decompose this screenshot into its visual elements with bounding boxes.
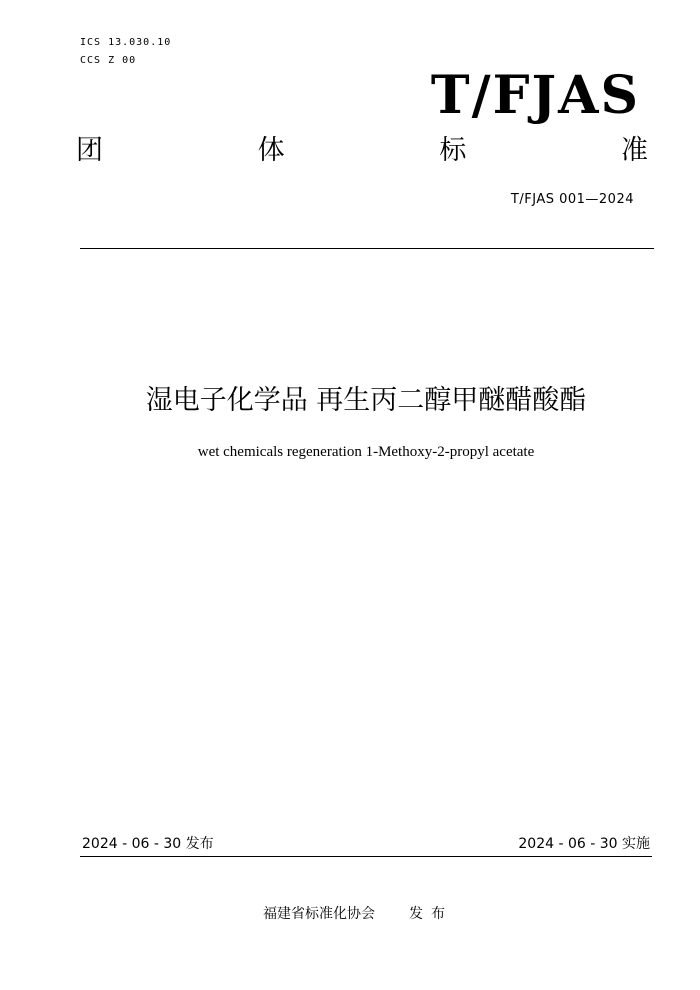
footer-divider <box>80 856 652 857</box>
standard-type-char: 准 <box>620 135 648 166</box>
header-divider <box>80 248 654 249</box>
document-title-english: wet chemicals regeneration 1-Methoxy-2-propyl acetate <box>197 444 535 460</box>
document-title-chinese: 湿电子化学品 再生丙二醇甲醚醋酸酯 <box>145 385 587 416</box>
publisher-name: 福建省标准化协会 <box>263 906 375 922</box>
publisher-line <box>0 904 700 924</box>
standard-type <box>76 134 648 168</box>
publish-action: 发布 <box>409 906 453 922</box>
issue-date: 2024 - 06 - 30 发布 <box>82 836 214 852</box>
standard-type-char: 团 <box>76 135 103 166</box>
ics-code: ICS 13.030.10 <box>80 37 172 48</box>
standard-type-char: 标 <box>439 135 467 166</box>
standard-number: T/FJAS 001—2024 <box>510 192 634 207</box>
implementation-date: 2024 - 06 - 30 实施 <box>518 836 650 852</box>
organization-code: T/FJAS <box>430 65 640 126</box>
ccs-code: CCS Z 00 <box>80 55 137 66</box>
standard-type-char: 体 <box>257 135 285 166</box>
